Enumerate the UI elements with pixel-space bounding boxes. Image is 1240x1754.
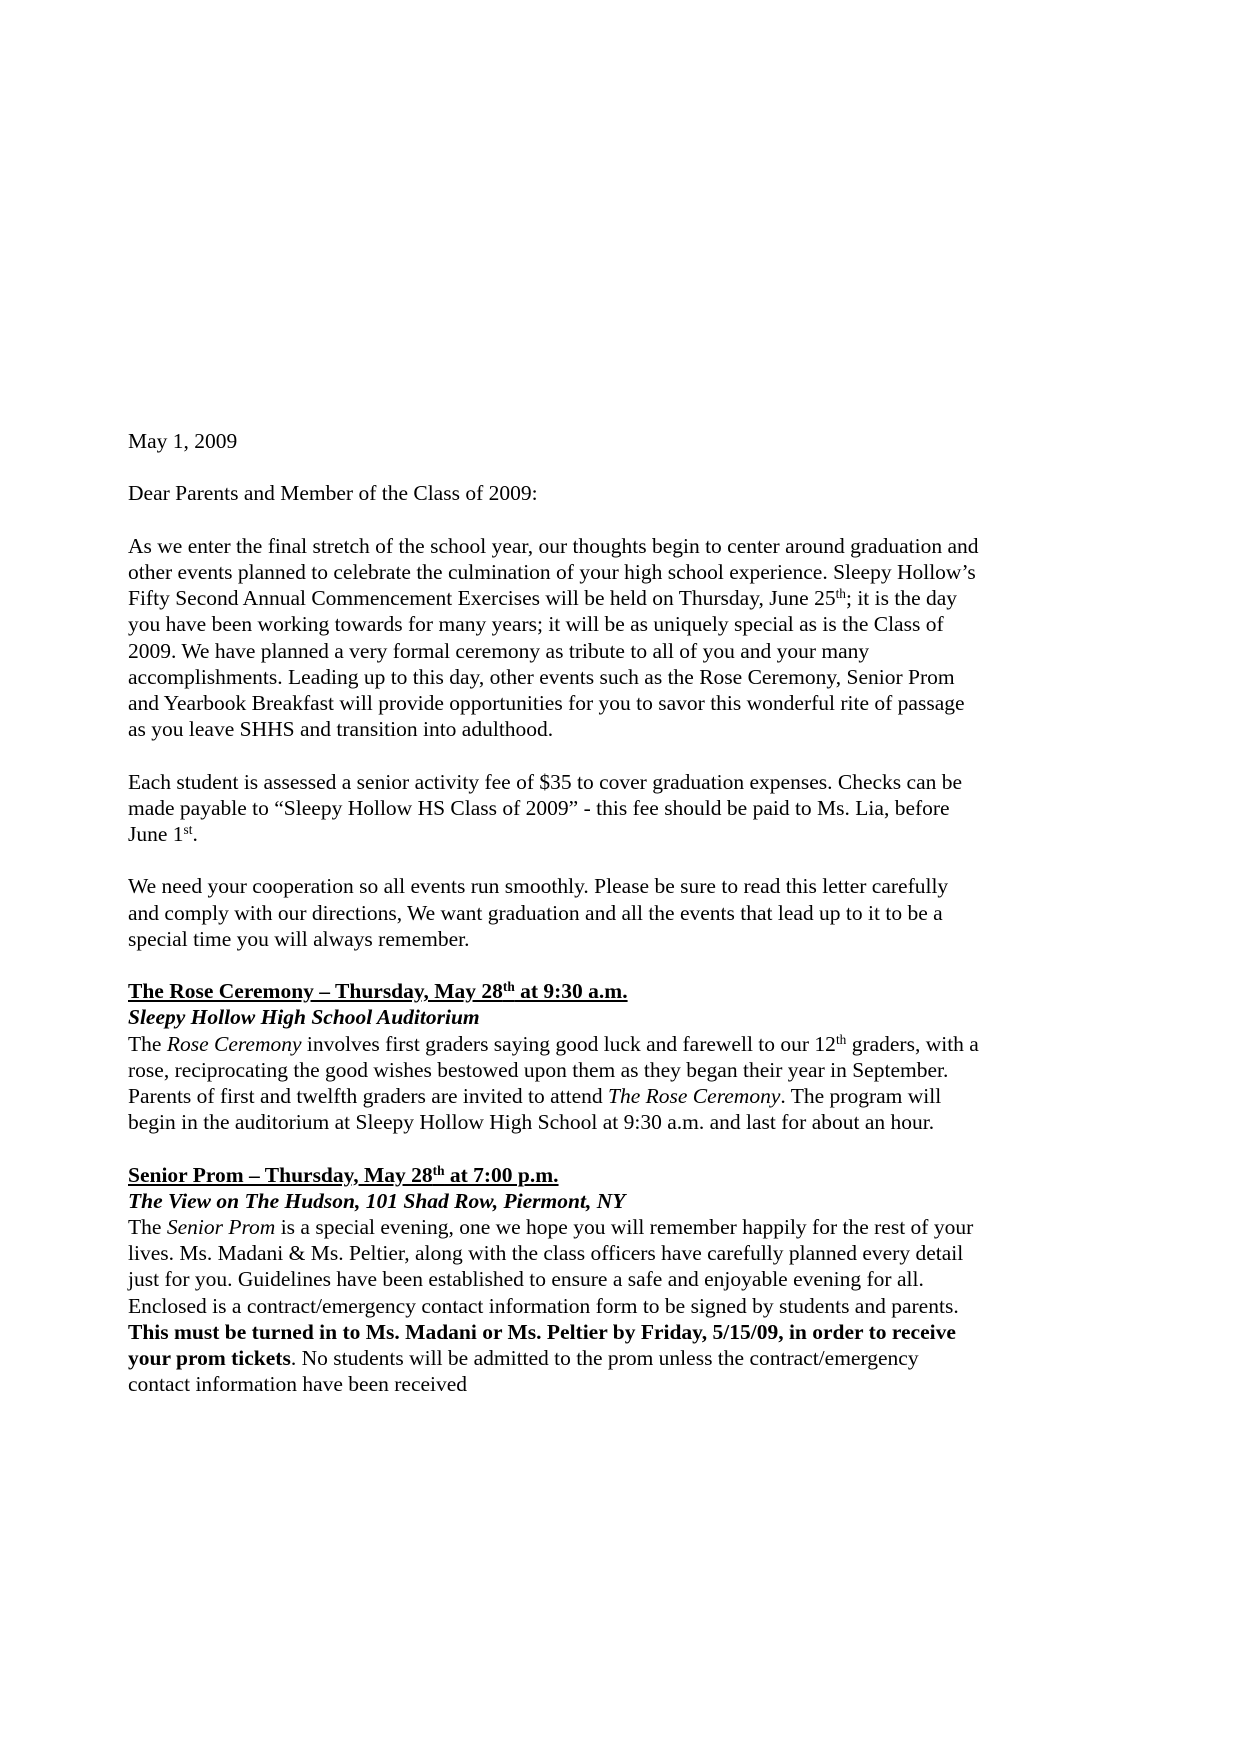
- ordinal-suffix-may28-rose: th: [502, 979, 515, 995]
- rose-heading-part-1: The Rose Ceremony – Thursday, May 28: [128, 979, 503, 1004]
- prom-body-text-1: The: [128, 1215, 167, 1239]
- rose-ceremony-venue: Sleepy Hollow High School Auditorium: [128, 1005, 480, 1030]
- paragraph-fee-text-2: .: [192, 822, 198, 846]
- prom-deadline-bold-clause: This must be turned in to Ms. Madani or Ms. Peltier by Friday, 5/15/09, in order to receive your prom tickets: [128, 1319, 956, 1371]
- spacer: [128, 1135, 983, 1161]
- rose-body-italic-1: Rose Ceremony: [166, 1031, 302, 1056]
- spacer: [128, 847, 983, 873]
- ordinal-suffix-may28-prom: th: [432, 1162, 445, 1178]
- senior-prom-body: [128, 1214, 983, 1397]
- spacer: [128, 742, 983, 768]
- spacer: [128, 507, 983, 533]
- letter-salutation: Dear Parents and Member of the Class of 2009:: [128, 481, 538, 506]
- paragraph-activity-fee: [128, 769, 983, 848]
- senior-prom-heading-text: [128, 1163, 559, 1187]
- rose-body-text-3: graders, with a rose, reciprocating the good wishes bestowed upon them as they began their year in September. Parents of first and twelfth graders are invited to attend: [128, 1031, 979, 1108]
- letter-content: [128, 428, 983, 1397]
- rose-body-italic-2: The Rose Ceremony: [608, 1084, 781, 1108]
- paragraph-fee-text-1: Each student is assessed a senior activity fee of $35 to cover graduation expenses. Checks can be made payable to “Sleepy Hollow HS Class of 2009” - this fee should be paid to Ms. Lia, before June 1: [128, 769, 963, 846]
- rose-body-text-4: . The program will begin in the auditorium at Sleepy Hollow High School at 9:30 a.m. and last for about an hour.: [128, 1084, 942, 1135]
- section-heading-rose-ceremony: [128, 978, 983, 1004]
- rose-ceremony-body: [128, 1031, 983, 1136]
- section-heading-senior-prom: [128, 1162, 983, 1188]
- prom-body-italic-1: Senior Prom: [166, 1215, 276, 1239]
- ordinal-suffix-12th: th: [835, 1031, 847, 1047]
- rose-heading-part-2: at 9:30 a.m.: [514, 979, 628, 1004]
- rose-body-text-1: The: [128, 1031, 167, 1056]
- ordinal-suffix-june25: th: [835, 586, 846, 602]
- rose-ceremony-heading-text: [128, 979, 628, 1003]
- ordinal-suffix-june1: st: [183, 822, 193, 838]
- prom-heading-part-1: Senior Prom – Thursday, May 28: [128, 1162, 433, 1187]
- senior-prom-venue: The View on The Hudson, 101 Shad Row, Piermont, NY: [128, 1188, 626, 1213]
- paragraph-cooperation: We need your cooperation so all events run smoothly. Please be sure to read this letter carefully and comply with our directions, We want graduation and all the events that lead up to it to be a special time you will always remember.: [128, 874, 949, 951]
- prom-heading-part-2: at 7:00 p.m.: [444, 1162, 559, 1187]
- paragraph-intro-text-2: ; it is the day you have been working towards for many years; it will be as uniquely special as is the Class of 2009. We have planned a very formal ceremony as tribute to all of you and your many accomplishments. Leading up to this day, other events such as the Rose Ceremony, Senior Prom and Yearbook Breakfast will provide opportunities for you to savor this wonderful rite of passage as you leave SHHS and transition into adulthood.: [128, 586, 965, 742]
- prom-body-text-3: . No students will be admitted to the prom unless the contract/emergency contact information have been received: [128, 1346, 919, 1397]
- paragraph-intro-text-1: As we enter the final stretch of the school year, our thoughts begin to center around graduation and other events planned to celebrate the culmination of your high school experience. Sleepy Hollow’s Fifty Second Annual Commencement Exercises will be held on Thursday, June 25: [128, 533, 979, 611]
- rose-body-text-2: involves first graders saying good luck and farewell to our 12: [301, 1031, 836, 1056]
- paragraph-intro: [128, 533, 983, 743]
- spacer: [128, 454, 983, 480]
- letter-date: May 1, 2009: [128, 429, 238, 453]
- prom-body-text-2: is a special evening, one we hope you will remember happily for the rest of your lives. Ms. Madani & Ms. Peltier, along with the class officers have carefully planned every detail just for you. Guidelines have been established to ensure a safe and enjoyable evening for all. Enclosed is a contract/emergency contact information form to be signed by students and parents.: [128, 1215, 974, 1318]
- spacer: [128, 952, 983, 978]
